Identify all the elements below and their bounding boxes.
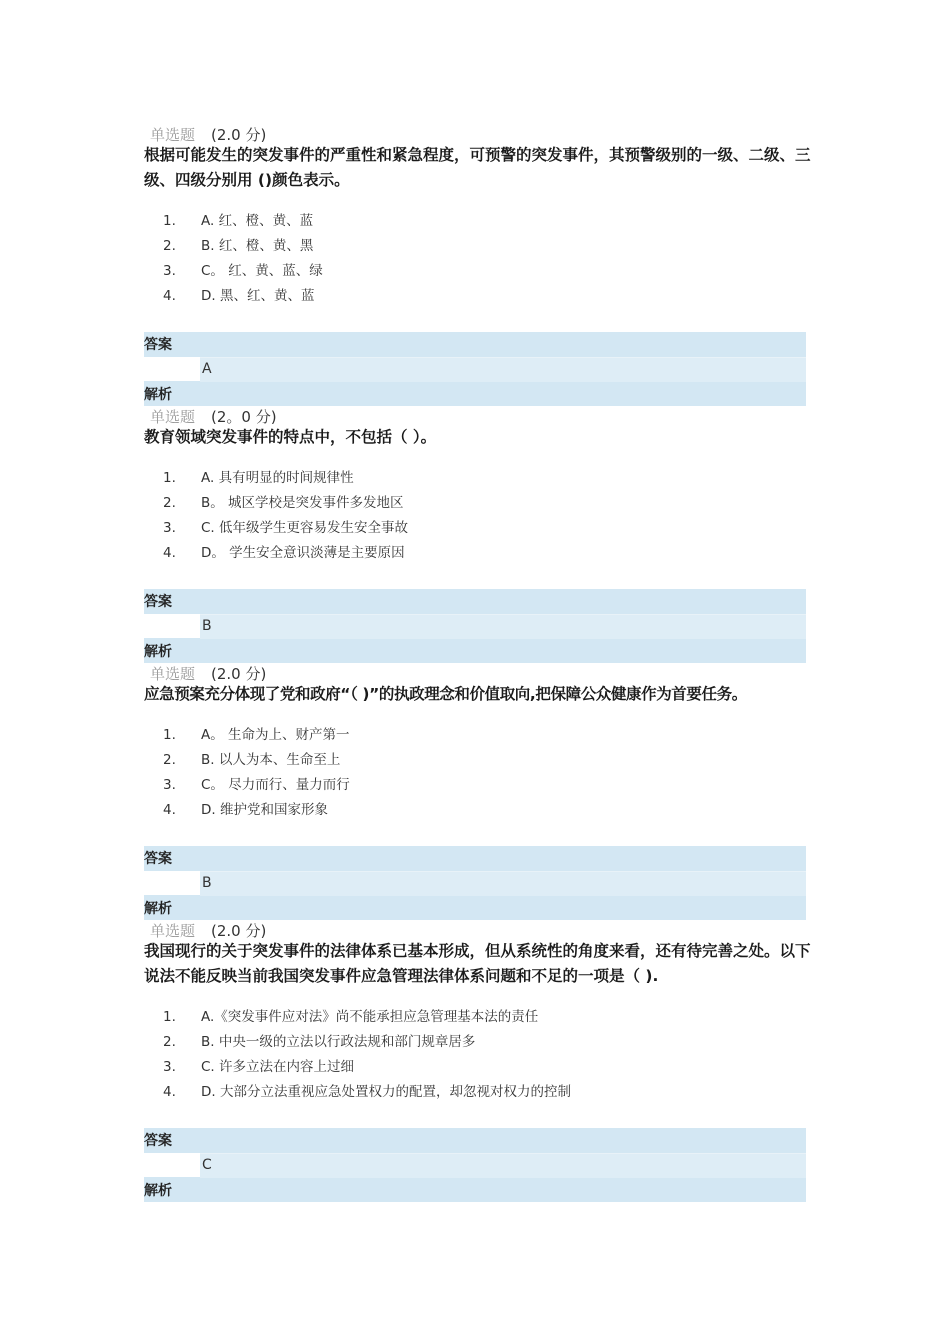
option-number: 1. xyxy=(163,213,176,229)
answer-spacer xyxy=(144,614,200,638)
option-number: 1. xyxy=(163,1009,176,1025)
question-score: (2.0 分) xyxy=(211,922,267,940)
option-number: 3. xyxy=(163,777,176,793)
option-number: 3. xyxy=(163,520,176,536)
question-type: 单选题 xyxy=(150,665,196,683)
option-number: 4. xyxy=(163,1084,176,1100)
option-number: 2. xyxy=(163,495,176,511)
answer-spacer xyxy=(144,871,200,895)
answer-block xyxy=(144,589,806,663)
question-header xyxy=(150,407,277,427)
question-score: (2.0 分) xyxy=(211,665,267,683)
question-stem: 教育领域突发事件的特点中，不包括（ ）。 xyxy=(144,428,437,446)
answer-field xyxy=(200,1153,806,1178)
question-score: (2。0 分) xyxy=(211,408,277,426)
question-type: 单选题 xyxy=(150,408,196,426)
option-text: A。 生命为上、财产第一 xyxy=(201,727,350,743)
analysis-label: 解析 xyxy=(144,1183,172,1199)
option-text: D。 学生安全意识淡薄是主要原因 xyxy=(201,545,405,561)
answer-value: A xyxy=(202,361,212,377)
option-text: C. 许多立法在内容上过细 xyxy=(201,1059,355,1075)
answer-block xyxy=(144,332,806,406)
answer-label: 答案 xyxy=(144,337,172,353)
answer-field xyxy=(200,871,806,896)
question-stem: 根据可能发生的突发事件的严重性和紧急程度，可预警的突发事件，其预警级别的一级、二级、三级、四级分别用 ()颜色表示。 xyxy=(144,146,811,189)
question-header xyxy=(150,664,266,684)
question-header xyxy=(150,921,266,941)
option-number: 4. xyxy=(163,288,176,304)
answer-field xyxy=(200,614,806,639)
option-number: 1. xyxy=(163,727,176,743)
option-number: 1. xyxy=(163,470,176,486)
option-text: D. 黑、红、黄、蓝 xyxy=(201,288,315,304)
answer-label: 答案 xyxy=(144,851,172,867)
option-text: C。 红、黄、蓝、绿 xyxy=(201,263,323,279)
option-text: A. 红、橙、黄、蓝 xyxy=(201,213,314,229)
option-text: A. 具有明显的时间规律性 xyxy=(201,470,354,486)
option-text: B. 以人为本、生命至上 xyxy=(201,752,341,768)
option-text: B. 红、橙、黄、黑 xyxy=(201,238,314,254)
answer-block xyxy=(144,1128,806,1202)
answer-value: B xyxy=(202,875,212,891)
question-header xyxy=(150,125,266,145)
answer-label: 答案 xyxy=(144,1133,172,1149)
option-number: 2. xyxy=(163,1034,176,1050)
answer-spacer xyxy=(144,1153,200,1177)
option-number: 3. xyxy=(163,263,176,279)
question-type: 单选题 xyxy=(150,922,196,940)
answer-block xyxy=(144,846,806,920)
analysis-label: 解析 xyxy=(144,901,172,917)
answer-value: C xyxy=(202,1157,212,1173)
question-score: (2.0 分) xyxy=(211,126,267,144)
option-number: 2. xyxy=(163,238,176,254)
option-number: 4. xyxy=(163,802,176,818)
question-type: 单选题 xyxy=(150,126,196,144)
question-stem: 应急预案充分体现了党和政府“（ )”的执政理念和价值取向,把保障公众健康作为首要任务。 xyxy=(144,685,747,703)
answer-field xyxy=(200,357,806,382)
answer-spacer xyxy=(144,357,200,381)
option-text: B. 中央一级的立法以行政法规和部门规章居多 xyxy=(201,1034,476,1050)
option-text: B。 城区学校是突发事件多发地区 xyxy=(201,495,404,511)
option-number: 4. xyxy=(163,545,176,561)
option-number: 3. xyxy=(163,1059,176,1075)
option-text: C. 低年级学生更容易发生安全事故 xyxy=(201,520,409,536)
option-text: A.《突发事件应对法》尚不能承担应急管理基本法的责任 xyxy=(201,1009,539,1025)
analysis-label: 解析 xyxy=(144,644,172,660)
option-text: D. 维护党和国家形象 xyxy=(201,802,328,818)
option-text: D. 大部分立法重视应急处置权力的配置，却忽视对权力的控制 xyxy=(201,1084,571,1100)
question-stem: 我国现行的关于突发事件的法律体系已基本形成，但从系统性的角度来看，还有待完善之处。以下说法不能反映当前我国突发事件应急管理法律体系问题和不足的一项是（ ). xyxy=(144,942,811,985)
answer-value: B xyxy=(202,618,212,634)
analysis-label: 解析 xyxy=(144,387,172,403)
option-text: C。 尽力而行、量力而行 xyxy=(201,777,350,793)
answer-label: 答案 xyxy=(144,594,172,610)
option-number: 2. xyxy=(163,752,176,768)
